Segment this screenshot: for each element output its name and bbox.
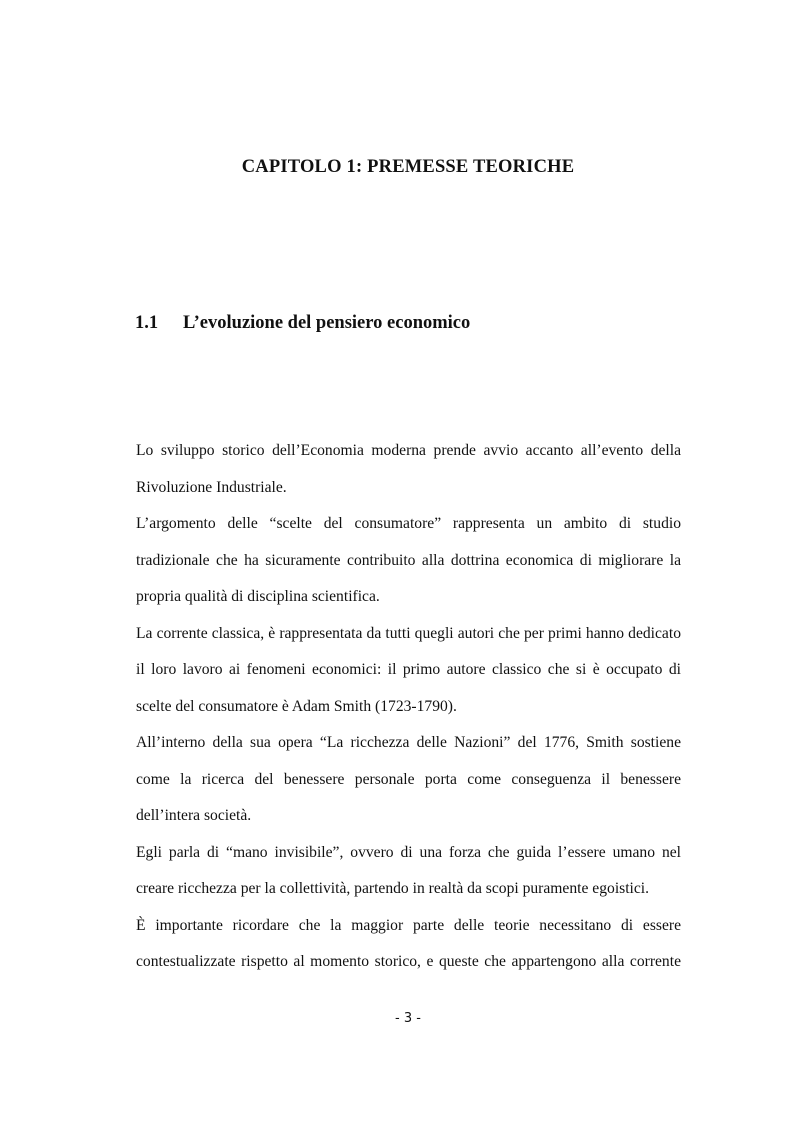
- paragraph: È importante ricordare che la maggior parte delle teorie necessitano di essere contestualizzate rispetto al momento storico, e queste che appartengono alla corrente: [136, 916, 681, 970]
- section-title: L’evoluzione del pensiero economico: [183, 313, 471, 333]
- paragraph: La corrente classica, è rappresentata da tutti quegli autori che per primi hanno dedicato il loro lavoro ai fenomeni economici: il primo autore classico che si è occupato di scelte del consumatore è Adam Smith (1723-1790).: [136, 624, 681, 715]
- section-number: 1.1: [135, 313, 159, 333]
- chapter-title: CAPITOLO 1: PREMESSE TEORICHE: [241, 157, 575, 177]
- paragraph: Egli parla di “mano invisibile”, ovvero di una forza che guida l’essere umano nel creare ricchezza per la collettività, partendo in realtà da scopi puramente egoistici.: [136, 843, 681, 897]
- paragraph: Lo sviluppo storico dell’Economia moderna prende avvio accanto all’evento della Rivoluzione Industriale.: [136, 442, 681, 496]
- section-heading: [135, 313, 470, 334]
- page-number: - 3 -: [395, 1011, 421, 1026]
- paragraph: All’interno della sua opera “La ricchezza delle Nazioni” del 1776, Smith sostiene come la ricerca del benessere personale porta come conseguenza il benessere dell’intera società.: [136, 734, 681, 824]
- body-text: [136, 433, 681, 981]
- paragraph: L’argomento delle “scelte del consumatore” rappresenta un ambito di studio tradizionale che ha sicuramente contribuito alla dottrina economica di migliorare la propria qualità di disciplina scientifica.: [136, 515, 681, 605]
